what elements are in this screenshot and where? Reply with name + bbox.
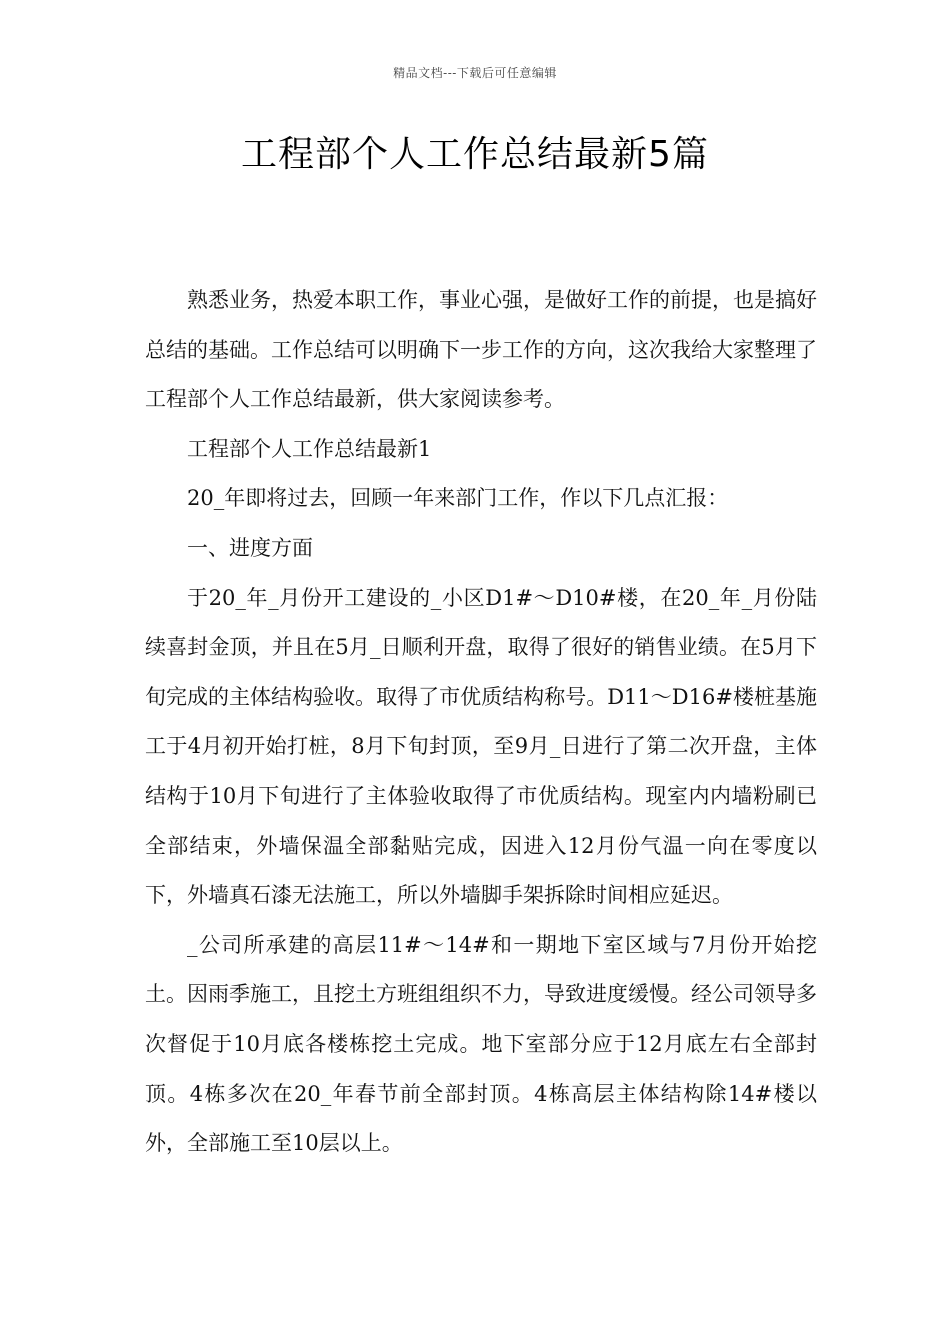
intro-paragraph: 熟悉业务，热爱本职工作，事业心强，是做好工作的前提，也是搞好总结的基础。工作总结可以明确下一步工作的方向，这次我给大家整理了工程部个人工作总结最新，供大家阅读参考。 (145, 288, 817, 412)
document-body (145, 276, 817, 1169)
header-note: 精品文档---下载后可任意编辑 (393, 66, 557, 80)
progress-paragraph-1: 于20_年_月份开工建设的_小区D1#～D10#楼，在20_年_月份陆续喜封金顶，并且在5月_日顺利开盘，取得了很好的销售业绩。在5月下旬完成的主体结构验收。取得了市优质结构称号。D11～D16#楼桩基施工于4月初开始打桩，8月下旬封顶，至9月_日进行了第二次开盘，主体结构于10月下旬进行了主体验收取得了市优质结构。现室内内墙粉刷已全部结束，外墙保温全部黏贴完成，因进入12月份气温一向在零度以下，外墙真石漆无法施工，所以外墙脚手架拆除时间相应延迟。 (145, 585, 817, 908)
report-opening-paragraph: 20_年即将过去，回顾一年来部门工作，作以下几点汇报： (187, 486, 729, 511)
document-title: 工程部个人工作总结最新5篇 (241, 134, 709, 175)
progress-paragraph-2: _公司所承建的高层11#～14#和一期地下室区域与7月份开始挖土。因雨季施工，且挖土方班组组织不力，导致进度缓慢。经公司领导多次督促于10月底各楼栋挖土完成。地下室部分应于12月底左右全部封顶。4栋多次在20_年春节前全部封顶。4栋高层主体结构除14#楼以外，全部施工至10层以上。 (145, 932, 817, 1156)
section-heading-1: 工程部个人工作总结最新1 (187, 436, 432, 461)
subsection-heading-progress: 一、进度方面 (187, 535, 313, 560)
